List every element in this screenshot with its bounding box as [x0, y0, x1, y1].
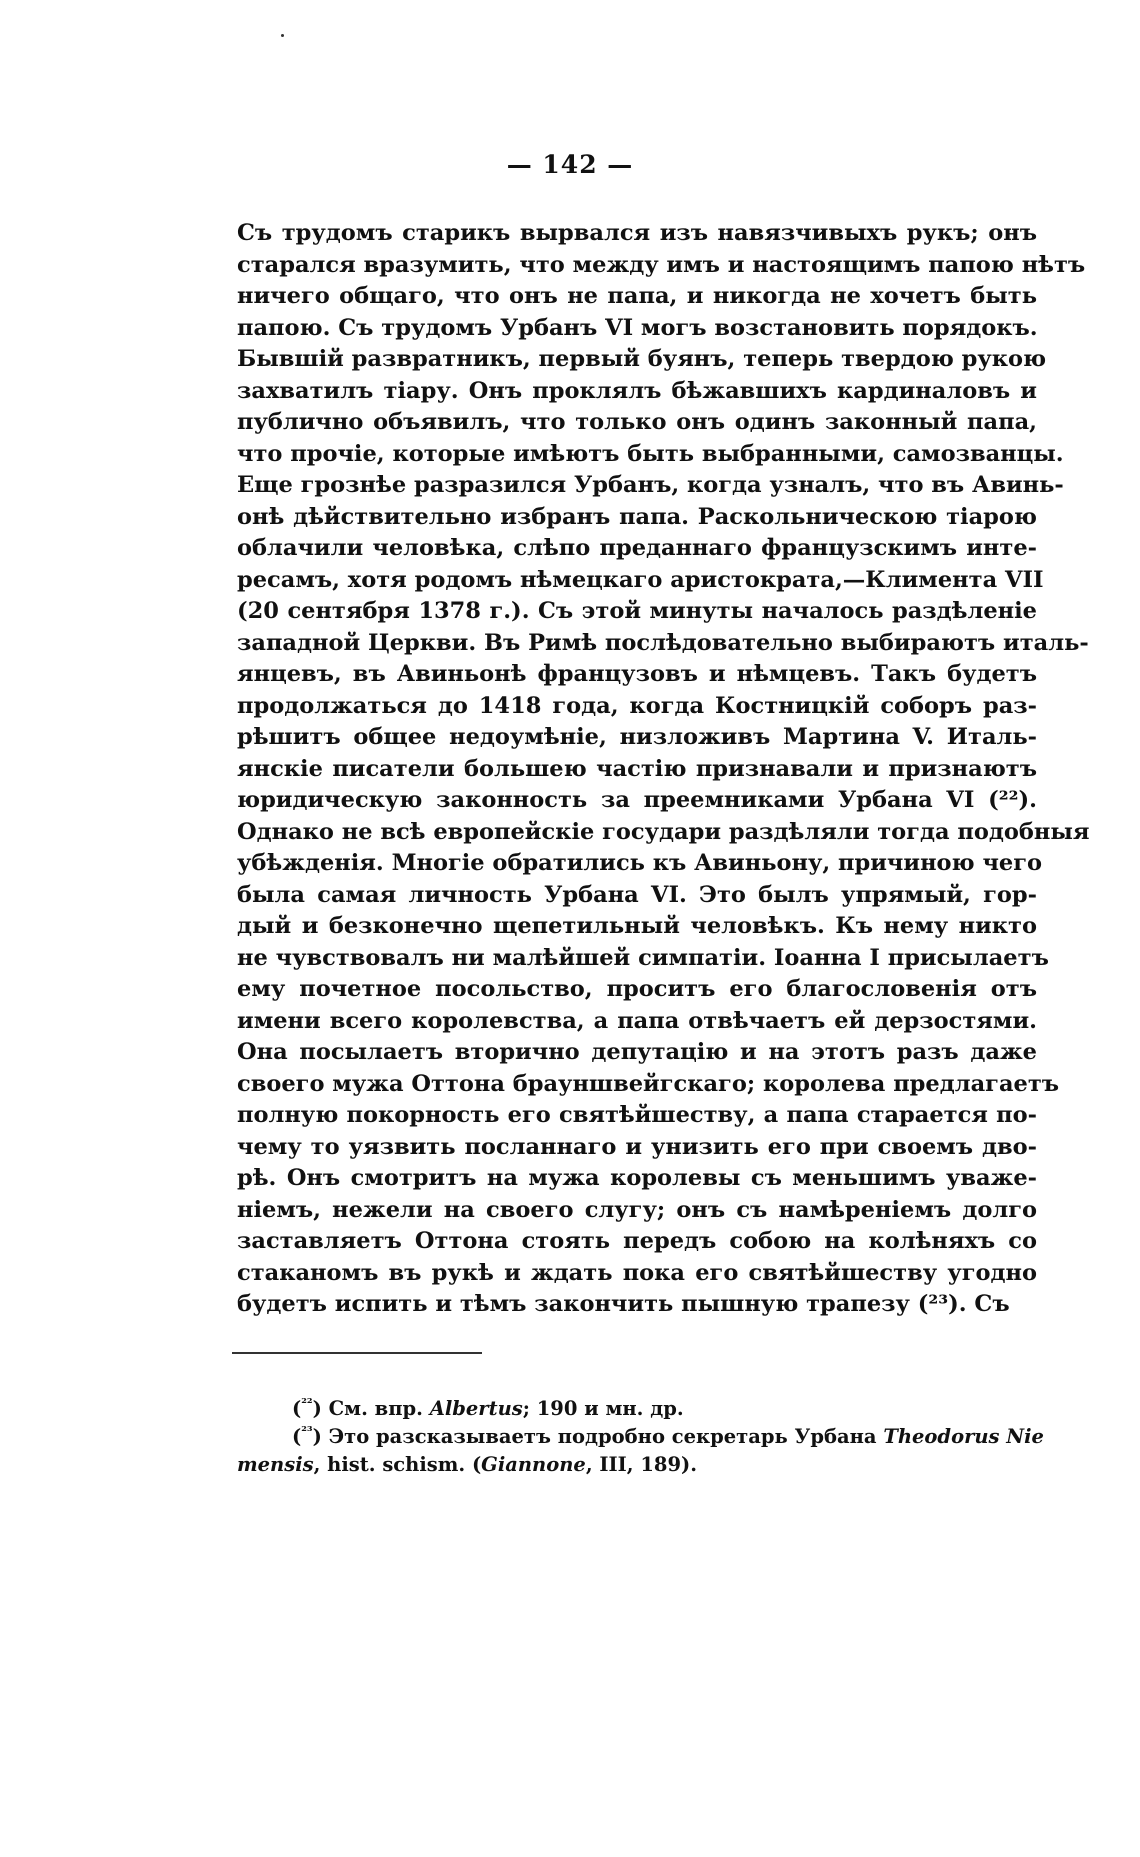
text-line: юридическую законность за преемниками Урбана VI (²²). [237, 787, 1037, 813]
text-line: заставляетъ Оттона стоять передъ собою на колѣняхъ со [237, 1228, 1037, 1254]
text-line: дый и безконечно щепетильный человѣкъ. Къ нему никто [237, 913, 1037, 939]
speck-mark [281, 34, 284, 37]
text-line: Она посылаетъ вторично депутацію и на этотъ разъ даже [237, 1039, 1037, 1065]
text-line: Еще грознѣе разразился Урбанъ, когда узналъ, что въ Авинь- [237, 472, 1064, 498]
text-line: чему то уязвить посланнаго и унизить его при своемъ дво- [237, 1133, 1037, 1160]
footnote-22-source: Albertus [429, 1397, 523, 1420]
text-line: ничего общаго, что онъ не папа, и никогда не хочетъ быть [237, 283, 1037, 309]
text-line: облачили человѣка, слѣпо преданнаго французскимъ инте- [237, 535, 1037, 561]
text-line: что прочіе, которые имѣютъ быть выбранными, самозванцы. [237, 440, 1064, 467]
text-line: не чувствовалъ ни малѣйшей симпатіи. Іоанна I присылаетъ [237, 944, 1049, 971]
text-line: Съ трудомъ старикъ вырвался изъ навязчивыхъ рукъ; онъ [237, 220, 1037, 246]
footnote-23-end: , III, 189). [585, 1453, 698, 1476]
footnote-23-author-1: Theodorus Nie [883, 1425, 1044, 1448]
text-line: рѣшитъ общее недоумѣніе, низложивъ Мартина V. Италь- [237, 724, 1037, 750]
text-line: убѣжденія. Многіе обратились къ Авиньону, причиною чего [237, 850, 1043, 876]
text-line: имени всего королевства, а папа отвѣчаетъ ей дерзостями. [237, 1007, 1037, 1034]
text-line: будетъ испить и тѣмъ закончить пышную трапезу (²³). Съ [237, 1291, 1010, 1317]
body-text [237, 218, 1090, 1321]
footnote-23-line-2 [237, 1451, 1037, 1479]
footnotes [237, 1395, 1044, 1479]
footnote-rule [232, 1352, 482, 1354]
footnote-23-author-2: mensis [237, 1453, 314, 1476]
text-line: ніемъ, нежели на своего слугу; онъ съ намѣреніемъ долго [237, 1196, 1037, 1223]
text-line: янцевъ, въ Авиньонѣ французовъ и нѣмцевъ. Такъ будетъ [237, 661, 1037, 687]
footnote-22-pre: ) См. впр. [312, 1397, 430, 1420]
text-line: ресамъ, хотя родомъ нѣмецкаго аристократа,—Климента VII [237, 566, 1044, 593]
text-line: (20 сентября 1378 г.). Съ этой минуты началось раздѣленіе [237, 598, 1037, 624]
text-line: янскіе писатели большею частію признавали и признаютъ [237, 755, 1037, 782]
page-number: — 142 — [506, 150, 634, 179]
footnote-22-marker: ²² [301, 1396, 313, 1412]
text-line: была самая личность Урбана VI. Это былъ упрямый, гор- [237, 881, 1037, 908]
text-line: полную покорность его святѣйшеству, а папа старается по- [237, 1102, 1037, 1128]
text-line: Бывшій развратникъ, первый буянъ, теперь твердою рукою [237, 346, 1047, 372]
text-line: продолжаться до 1418 года, когда Костницкій соборъ раз- [237, 692, 1037, 719]
footnote-23-line-1: ($^{^{23}}$) Это разсказываетъ подробно секретарь Урбана Theodorus Nie [292, 1424, 1044, 1448]
text-line: онѣ дѣйствительно избранъ папа. Раскольническою тіарою [237, 503, 1037, 530]
text-line: своего мужа Оттона брауншвейгскаго; королева предлагаетъ [237, 1070, 1060, 1097]
footnote-23-editor: Giannone [481, 1453, 586, 1476]
text-line: западной Церкви. Въ Римѣ послѣдовательно выбираютъ италь- [237, 629, 1089, 656]
text-line: ему почетное посольство, проситъ его благословенія отъ [237, 976, 1037, 1002]
footnote-23-marker: ²³ [301, 1424, 313, 1440]
footnote-22-post: ; 190 и мн. др. [522, 1397, 684, 1420]
footnote-23-mid: , hist. schism. ( [313, 1453, 482, 1476]
text-line: старался вразумить, что между имъ и настоящимъ папою нѣтъ [237, 251, 1086, 278]
text-line: захватилъ тіару. Онъ проклялъ бѣжавшихъ кардиналовъ и [237, 377, 1037, 404]
text-line: стаканомъ въ рукѣ и ждать пока его святѣйшеству угодно [237, 1259, 1037, 1286]
text-line: папою. Съ трудомъ Урбанъ VI могъ возстановить порядокъ. [237, 314, 1038, 341]
footnote-23-text: ) Это разсказываетъ подробно секретарь Урбана [312, 1425, 884, 1448]
text-line: публично объявилъ, что только онъ одинъ законный папа, [237, 409, 1037, 435]
footnote-22: ($^{^{22}}$) См. впр. Albertus; 190 и мн. др. [292, 1396, 684, 1420]
text-line: рѣ. Онъ смотритъ на мужа королевы съ меньшимъ уваже- [237, 1165, 1037, 1191]
text-line: Однако не всѣ европейскіе государи раздѣляли тогда подобныя [237, 818, 1090, 845]
